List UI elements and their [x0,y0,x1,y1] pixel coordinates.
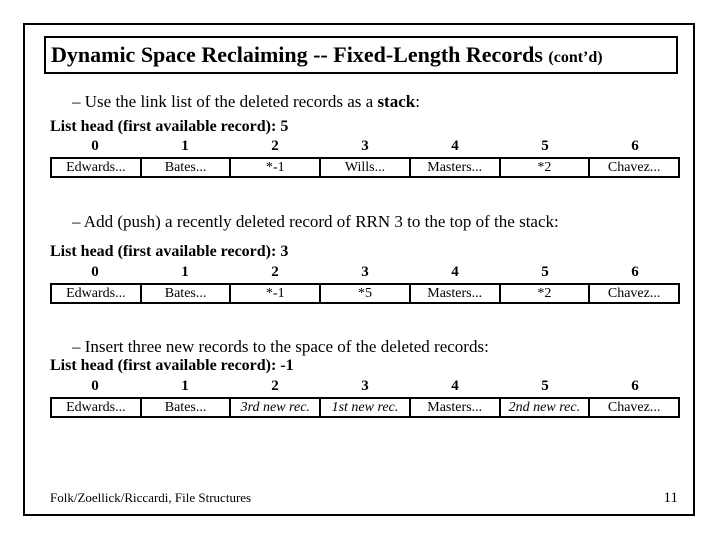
bullet-text: – Use the link list of the deleted records as a [72,92,378,111]
rrn-index: 0 [91,264,99,280]
record-cell: *-1 [230,284,320,303]
record-cell: Edwards... [51,158,141,177]
record-cell-new: 1st new rec. [320,398,410,417]
records-table-2 [50,283,680,304]
rrn-index: 4 [451,264,459,280]
rrn-index: 3 [361,138,369,154]
record-cell: Chavez... [589,398,679,417]
rrn-index: 6 [631,138,639,154]
record-cell: Wills... [320,158,410,177]
title-suffix: (cont’d) [548,49,603,66]
record-cell: *-1 [230,158,320,177]
bullet-insert: – Insert three new records to the space of the deleted records: [72,337,489,356]
index-row-3 [50,378,680,396]
bullet-bold-word: stack [377,92,416,111]
bullet-stack [72,92,420,112]
index-row-2 [50,264,680,282]
record-cell: Masters... [410,158,500,177]
table-row [51,284,679,303]
rrn-index: 6 [631,264,639,280]
bullet-text-end: : [415,92,420,111]
record-cell: *2 [500,158,590,177]
list-head-1: List head (first available record): 5 [50,118,289,135]
rrn-index: 1 [181,264,189,280]
rrn-index: 1 [181,138,189,154]
rrn-index: 2 [271,264,279,280]
rrn-index: 1 [181,378,189,394]
record-cell: Masters... [410,284,500,303]
bullet-push: – Add (push) a recently deleted record of RRN 3 to the top of the stack: [72,212,559,231]
record-cell: Bates... [141,158,231,177]
table-row [51,158,679,177]
rrn-index: 2 [271,138,279,154]
index-row-1 [50,138,680,156]
records-table-1 [50,157,680,178]
records-table-3 [50,397,680,418]
record-cell-new: 2nd new rec. [500,398,590,417]
record-cell: Bates... [141,284,231,303]
page-number: 11 [663,490,678,506]
rrn-index: 5 [541,378,549,394]
record-cell-new: 3rd new rec. [230,398,320,417]
record-cell: Chavez... [589,158,679,177]
record-cell: Chavez... [589,284,679,303]
list-head-3: List head (first available record): -1 [50,357,294,374]
title-main: Dynamic Space Reclaiming -- Fixed-Length Records [51,42,543,67]
rrn-index: 6 [631,378,639,394]
record-cell: Bates... [141,398,231,417]
record-cell: *2 [500,284,590,303]
rrn-index: 0 [91,378,99,394]
rrn-index: 5 [541,264,549,280]
rrn-index: 3 [361,264,369,280]
rrn-index: 5 [541,138,549,154]
footer-citation: Folk/Zoellick/Riccardi, File Structures [50,490,252,505]
table-row [51,398,679,417]
slide-title [44,36,678,74]
rrn-index: 4 [451,378,459,394]
record-cell: Edwards... [51,284,141,303]
rrn-index: 0 [91,138,99,154]
rrn-index: 3 [361,378,369,394]
record-cell: Edwards... [51,398,141,417]
record-cell: *5 [320,284,410,303]
rrn-index: 4 [451,138,459,154]
rrn-index: 2 [271,378,279,394]
record-cell: Masters... [410,398,500,417]
list-head-2: List head (first available record): 3 [50,243,289,260]
